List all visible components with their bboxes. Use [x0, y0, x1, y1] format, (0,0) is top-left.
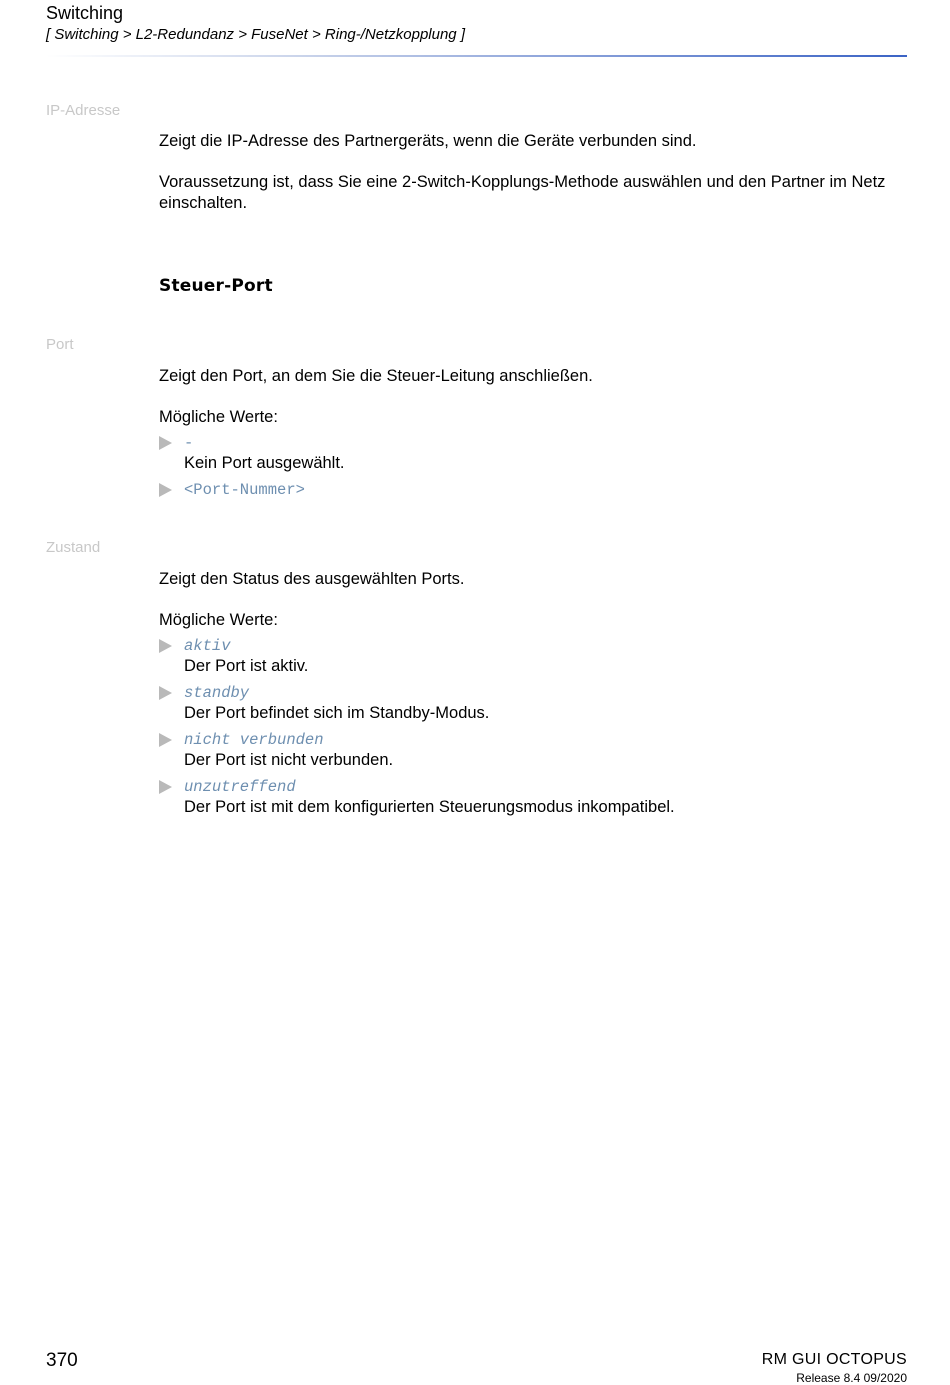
header-divider [46, 55, 907, 57]
margin-label-port: Port [46, 336, 74, 353]
triangle-bullet-icon [159, 639, 172, 653]
value-code: <Port-Nummer> [184, 481, 305, 499]
section-heading-control-port: Steuer-Port [159, 276, 273, 296]
value-description: Kein Port ausgewählt. [184, 454, 345, 472]
triangle-bullet-icon [159, 780, 172, 794]
value-code: unzutreffend [184, 778, 296, 796]
value-description: Der Port ist mit dem konfigurierten Steuerungsmodus inkompatibel. [184, 798, 675, 816]
value-description: Der Port ist nicht verbunden. [184, 751, 394, 769]
breadcrumb: [ Switching > L2-Redundanz > FuseNet > Ring-/Netzkopplung ] [46, 26, 465, 43]
margin-label-ip-address: IP-Adresse [46, 102, 121, 119]
triangle-bullet-icon [159, 686, 172, 700]
value-code: nicht verbunden [184, 731, 324, 749]
value-code: - [184, 434, 194, 452]
ip-address-description: Zeigt die IP-Adresse des Partnergeräts, wenn die Geräte verbunden sind. [159, 132, 697, 150]
port-values-label: Mögliche Werte: [159, 408, 278, 426]
page-title: Switching [46, 3, 124, 23]
triangle-bullet-icon [159, 436, 172, 450]
state-description: Zeigt den Status des ausgewählten Ports. [159, 570, 465, 588]
triangle-bullet-icon [159, 733, 172, 747]
margin-label-state: Zustand [46, 539, 101, 556]
value-description: Der Port ist aktiv. [184, 657, 309, 675]
document-title: RM GUI OCTOPUS [761, 1351, 907, 1368]
value-code: aktiv [184, 637, 231, 655]
state-values-label: Mögliche Werte: [159, 611, 278, 629]
value-code: standby [184, 684, 250, 702]
port-description: Zeigt den Port, an dem Sie die Steuer-Leitung anschließen. [159, 367, 593, 385]
page-number: 370 [46, 1350, 78, 1371]
release-info: Release 8.4 09/2020 [796, 1371, 907, 1385]
ip-address-note: Voraussetzung ist, dass Sie eine 2-Switch-Kopplungs-Methode auswählen und den Partner im Netz einschalten. [159, 173, 886, 212]
triangle-bullet-icon [159, 483, 172, 497]
value-description: Der Port befindet sich im Standby-Modus. [184, 704, 490, 722]
